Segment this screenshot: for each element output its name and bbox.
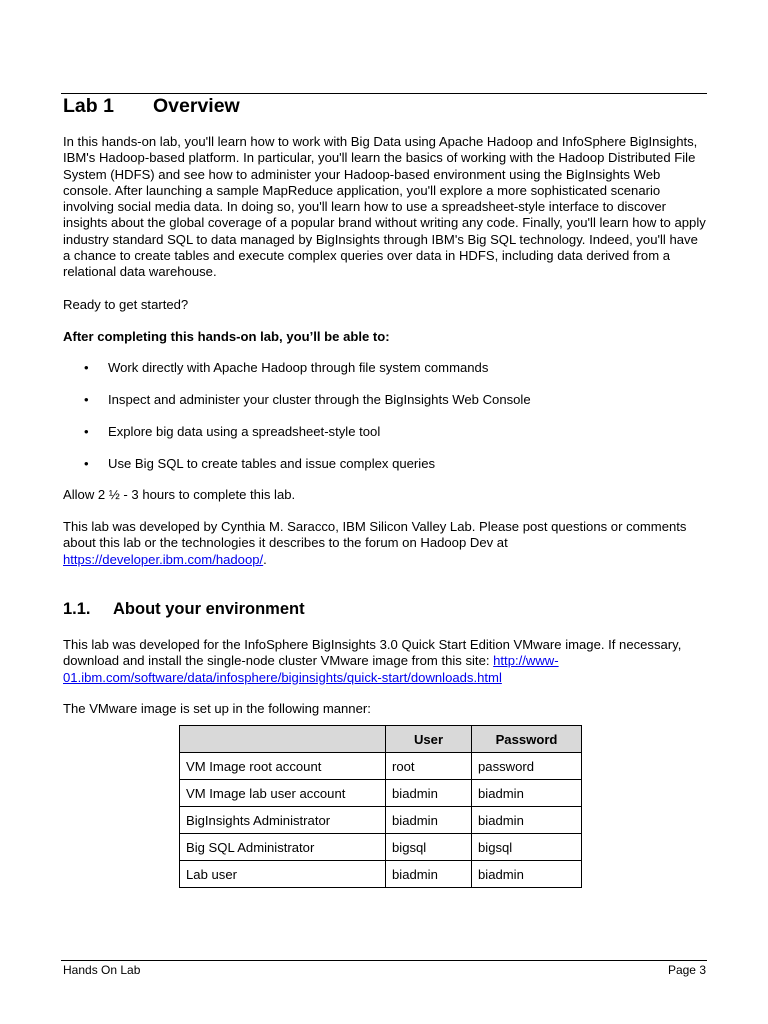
objective-text: Explore big data using a spreadsheet-style tool [108,424,381,439]
developer-text: This lab was developed by Cynthia M. Saracco, IBM Silicon Valley Lab. Please post questions or comments about this lab or the technologies it describes to the forum on Hadoop Dev at [63,519,687,551]
table-header-cell: Password [472,726,582,753]
table-cell: bigsql [472,834,582,861]
developer-period: . [263,551,267,567]
table-cell: BigInsights Administrator [180,807,386,834]
table-cell: biadmin [472,807,582,834]
header-rule [61,93,707,94]
bullet-icon: • [84,456,89,471]
section-title: About your environment [113,600,305,618]
table-row [180,753,582,780]
section-heading [63,600,305,619]
page-number: Page 3 [667,963,706,977]
table-cell: biadmin [472,780,582,807]
table-row [180,834,582,861]
table-cell: Big SQL Administrator [180,834,386,861]
table-cell: biadmin [386,861,472,888]
list-item [84,392,704,424]
footer-rule [61,960,707,961]
objective-text: Inspect and administer your cluster through the BigInsights Web Console [108,392,531,407]
table-cell: bigsql [386,834,472,861]
download-link[interactable]: http://www-01.ibm.com/software/data/infosphere/biginsights/quick-start/downloads.html [63,653,559,685]
table-header-cell [180,726,386,753]
table-cell: VM Image lab user account [180,780,386,807]
objective-text: Work directly with Apache Hadoop through file system commands [108,360,489,375]
vmware-text: The VMware image is set up in the following manner: [63,701,371,716]
table-header-row [180,726,582,753]
table-row [180,861,582,888]
table-cell: Lab user [180,861,386,888]
bullet-icon: • [84,392,89,407]
objectives-list [84,360,704,488]
developer-paragraph [63,519,708,568]
ready-text: Ready to get started? [63,297,189,312]
intro-paragraph: In this hands-on lab, you'll learn how to work with Big Data using Apache Hadoop and InfoSphere BigInsights, IBM's Hadoop-based platform. In particular, you'll learn the basics of working with the Hadoop Distributed File System (HDFS) and see how to administer your Hadoop-based environment using the BigInsights Web console. After launching a sample MapReduce application, you'll explore a more sophisticated scenario involving social media data. In doing so, you'll learn how to use a spreadsheet-style interface to discover insights about the global coverage of a popular brand without writing any code. Finally, you'll learn how to apply industry standard SQL to data managed by BigInsights through IBM's Big SQL technology. Indeed, you'll have a chance to create tables and execute complex queries over data in HDFS, including data derived from a relational data warehouse. [63,134,706,280]
hadoop-dev-link[interactable]: https://developer.ibm.com/hadoop/ [63,551,264,567]
table-cell: VM Image root account [180,753,386,780]
table-row [180,807,582,834]
table-header-cell: User [386,726,472,753]
objective-text: Use Big SQL to create tables and issue complex queries [108,456,436,471]
bullet-icon: • [84,360,89,375]
bullet-icon: • [84,424,89,439]
table-cell: biadmin [472,861,582,888]
lab-heading [63,95,240,118]
list-item [84,360,704,392]
duration-text: Allow 2 ½ - 3 hours to complete this lab. [63,487,296,502]
lab-number: Lab 1 [63,95,114,117]
table-cell: password [472,753,582,780]
credentials-table [179,725,582,888]
section-number: 1.1. [63,600,91,618]
table-cell: biadmin [386,807,472,834]
objectives-heading: After completing this hands-on lab, you’ll be able to: [63,329,390,344]
table-cell: root [386,753,472,780]
environment-text: This lab was developed for the InfoSphere BigInsights 3.0 Quick Start Edition VMware image. If necessary, download and install the single-node cluster VMware image from this site: [63,637,682,669]
list-item [84,424,704,456]
list-item [84,456,704,488]
footer-title: Hands On Lab [63,963,141,977]
table-cell: biadmin [386,780,472,807]
lab-title: Overview [153,95,240,117]
environment-paragraph [63,637,708,686]
table-row [180,780,582,807]
